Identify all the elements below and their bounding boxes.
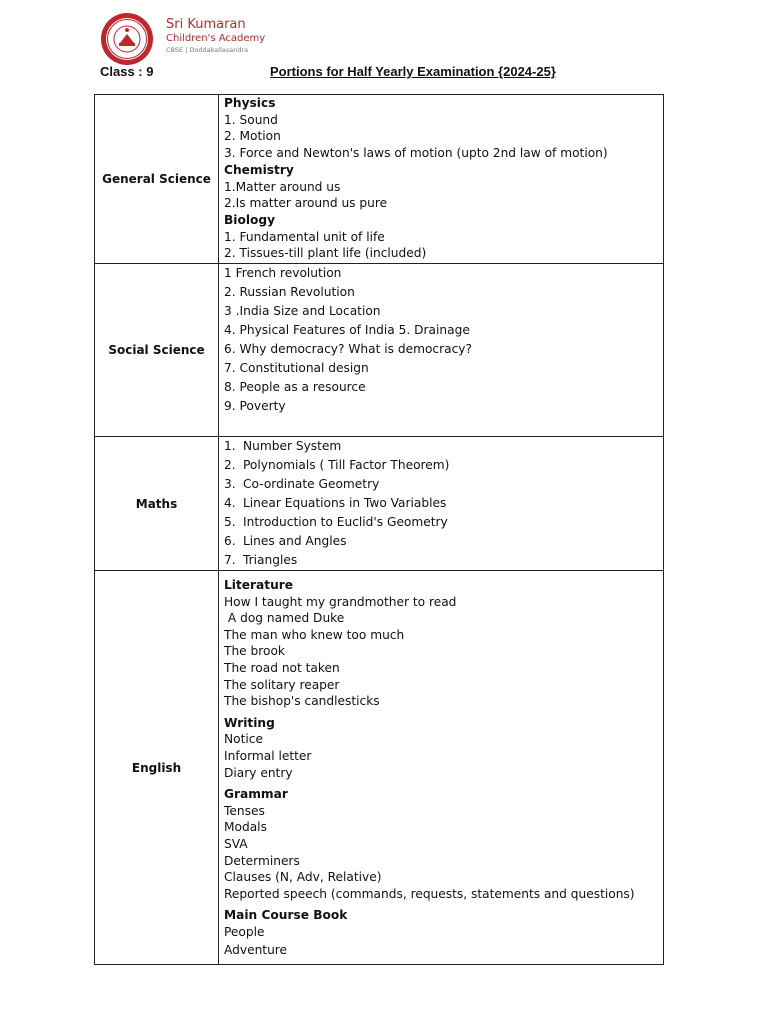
list-item: 1 French revolution: [224, 266, 342, 280]
list-item: The man who knew too much: [224, 627, 405, 642]
list-item: 1. Fundamental unit of life: [224, 229, 385, 244]
list-item: Notice: [224, 732, 263, 747]
class-label: Class : 9: [100, 64, 154, 79]
school-tagline: CBSE | Doddakallasandra: [166, 46, 249, 54]
document-title: Portions for Half Yearly Examination {2024-25}: [270, 64, 556, 79]
table-row-english: [95, 571, 664, 965]
table-row-general-science: [95, 95, 664, 264]
list-item: 1. Sound: [224, 112, 278, 127]
list-item: 3 .India Size and Location: [224, 304, 381, 318]
list-item: 6. Why democracy? What is democracy?: [224, 342, 472, 356]
list-item: How I taught my grandmother to read: [224, 594, 457, 609]
list-item: 2. Russian Revolution: [224, 285, 355, 299]
list-item: The brook: [224, 644, 285, 659]
section-heading: Chemistry: [224, 162, 294, 177]
list-item: 4. Linear Equations in Two Variables: [224, 496, 447, 510]
subject-content: [219, 95, 664, 264]
section-heading: Main Course Book: [224, 908, 348, 923]
section-heading: Grammar: [224, 787, 288, 802]
list-item: The solitary reaper: [224, 677, 340, 692]
list-item: Clauses (N, Adv, Relative): [224, 870, 382, 885]
list-item: 6. Lines and Angles: [224, 534, 347, 548]
list-item: People: [224, 924, 265, 939]
list-item: Modals: [224, 820, 267, 835]
table-row-maths: [95, 437, 664, 571]
subject-content: [219, 264, 664, 437]
list-item: The bishop's candlesticks: [224, 694, 380, 709]
list-item: Determiners: [224, 853, 300, 868]
list-item: 1.Matter around us: [224, 179, 341, 194]
list-item: 7. Constitutional design: [224, 361, 369, 375]
list-item: 2. Tissues-till plant life (included): [224, 246, 427, 261]
list-item: Adventure: [224, 943, 288, 958]
portions-table: [94, 94, 664, 965]
school-name: Sri Kumaran: [166, 17, 246, 32]
list-item: 2. Motion: [224, 129, 281, 144]
list-item: 4. Physical Features of India 5. Drainage: [224, 323, 470, 337]
list-item: 3. Force and Newton's laws of motion (upto 2nd law of motion): [224, 146, 608, 161]
list-item: 8. People as a resource: [224, 380, 366, 394]
school-branding: [166, 18, 265, 54]
list-item: 9. Poverty: [224, 399, 286, 413]
table-row-social-science: [95, 264, 664, 437]
list-item: SVA: [224, 836, 248, 851]
section-heading: Writing: [224, 715, 275, 730]
subject-name: English: [95, 571, 219, 965]
list-item: 5. Introduction to Euclid's Geometry: [224, 515, 448, 529]
list-item: 1. Number System: [224, 439, 342, 453]
subject-name: General Science: [95, 95, 219, 264]
subject-name: Social Science: [95, 264, 219, 437]
section-heading: Physics: [224, 96, 276, 110]
list-item: Tenses: [224, 803, 265, 818]
list-item: The road not taken: [224, 660, 340, 675]
list-item: 2.Is matter around us pure: [224, 196, 388, 211]
list-item: 2. Polynomials ( Till Factor Theorem): [224, 458, 450, 472]
subject-name: Maths: [95, 437, 219, 571]
school-crest-icon: [100, 12, 154, 66]
list-item: A dog named Duke: [224, 611, 345, 626]
list-item: Diary entry: [224, 765, 293, 780]
section-heading: Biology: [224, 212, 276, 227]
school-subtitle: Children's Academy: [166, 33, 266, 44]
subject-content: [219, 571, 664, 965]
list-item: Reported speech (commands, requests, statements and questions): [224, 886, 635, 901]
section-heading: Literature: [224, 578, 294, 592]
list-item: Informal letter: [224, 748, 312, 763]
list-item: 7. Triangles: [224, 553, 298, 567]
subject-content: [219, 437, 664, 571]
list-item: 3. Co-ordinate Geometry: [224, 477, 380, 491]
